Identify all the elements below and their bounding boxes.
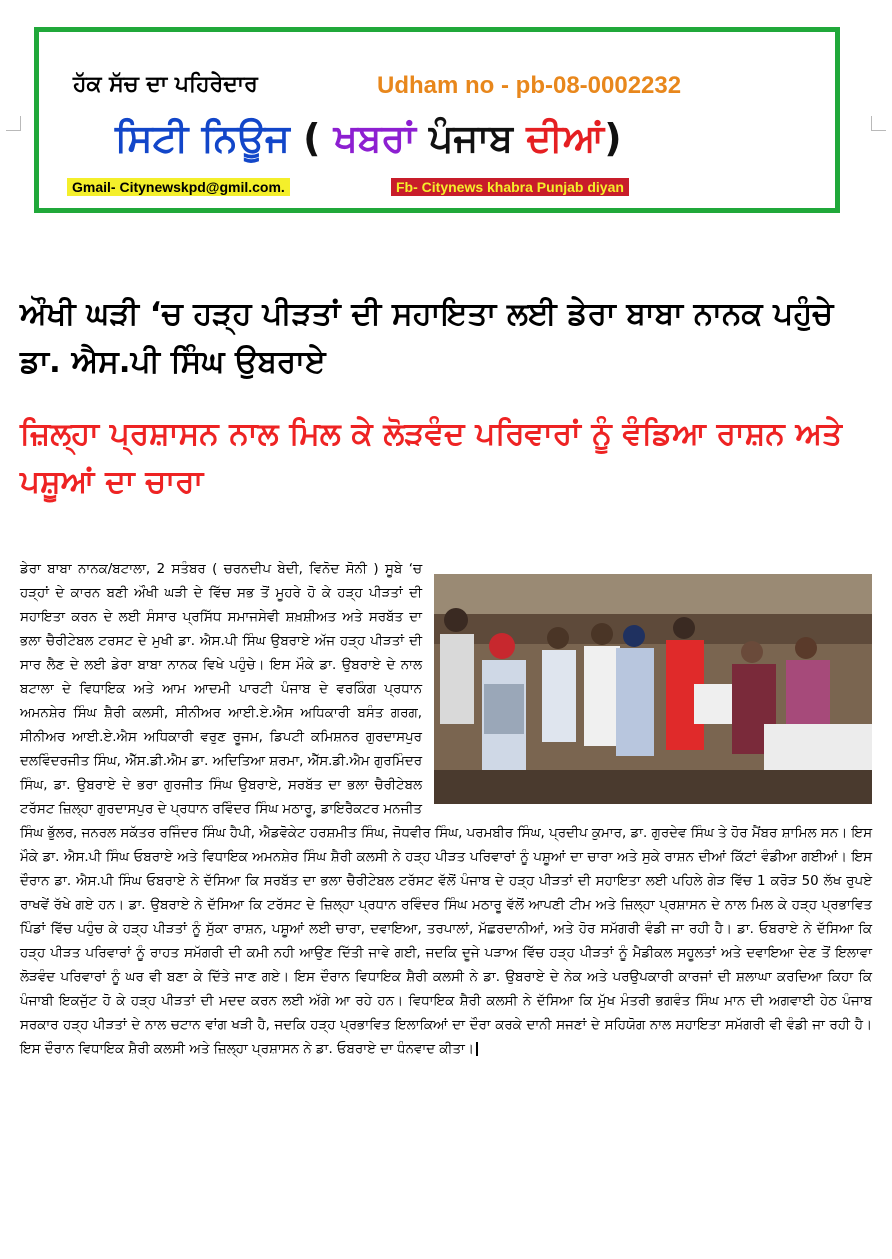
text-cursor bbox=[476, 1042, 478, 1056]
udham-registration: Udham no - pb-08-0002232 bbox=[377, 72, 682, 99]
crop-mark-left bbox=[6, 116, 21, 131]
gmail-contact: Gmail- Citynewskpd@gmil.com. bbox=[67, 178, 290, 196]
facebook-contact: Fb- Citynews khabra Punjab diyan bbox=[391, 178, 629, 196]
crop-mark-right bbox=[871, 116, 886, 131]
masthead bbox=[34, 27, 840, 213]
news-photo bbox=[434, 574, 872, 804]
article-body-text: ਡੇਰਾ ਬਾਬਾ ਨਾਨਕ/ਬਟਾਲਾ, 2 ਸਤੰਬਰ ( ਚਰਨਦੀਪ ਬੇਦੀ, ਵਿਨੋਦ ਸੋਨੀ ) ਸੂਬੇ ‘ਚ ਹੜ੍ਹਾਂ ਦੇ ਕਾਰਨ ਬਣੀ ਔਖੀ ਘੜੀ ਦੇ ਵਿੱਚ ਸਭ ਤੋਂ ਮੂਹਰੇ ਹੋ ਕੇ ਹੜ੍ਹ ਪੀੜਤਾਂ ਦੀ ਸਹਾਇਤਾ ਕਰਨ ਦੇ ਲਈ ਸੰਸਾਰ ਪ੍ਰਸਿੱਧ ਸਮਾਜਸੇਵੀ ਸ਼ਖ਼ਸ਼ੀਅਤ ਅਤੇ ਸਰਬੱਤ ਦਾ ਭਲਾ ਚੈਰੀਟੇਬਲ ਟਰਸਟ ਦੇ ਮੁਖੀ ਡਾ. ਐਸ.ਪੀ ਸਿੰਘ ਉਬਰਾਏ ਅੱਜ ਹੜ੍ਹ ਪੀੜਤਾਂ ਦੀ ਸਾਰ ਲੈਣ ਦੇ ਲਈ ਡੇਰਾ ਬਾਬਾ ਨਾਨਕ ਵਿਖੇ ਪਹੁੰਚੇ। ਇਸ ਮੌਕੇ ਡਾ. ਉਬਰਾਏ ਦੇ ਨਾਲ ਬਟਾਲਾ ਦੇ ਵਿਧਾਇਕ ਅਤੇ ਆਮ ਆਦਮੀ ਪਾਰਟੀ ਪੰਜਾਬ ਦੇ ਵਰਕਿੰਗ ਪ੍ਰਧਾਨ ਅਮਨਸ਼ੇਰ ਸਿੰਘ ਸ਼ੈਰੀ ਕਲਸੀ, ਸੀਨੀਅਰ ਆਈ.ਏ.ਐਸ ਅਧਿਕਾਰੀ ਬਸੰਤ ਗਰਗ, ਸੀਨੀਅਰ ਆਈ.ਏ.ਐਸ ਅਧਿਕਾਰੀ ਵਰੁਣ ਰੂਜਮ, ਡਿਪਟੀ ਕਮਿਸ਼ਨਰ ਗੁਰਦਾਸਪੁਰ ਦਲਵਿੰਦਰਜੀਤ ਸਿੰਘ, ਐੱਸ.ਡੀ.ਐਮ ਡਾ. ਅਦਿਤਿਆ ਸ਼ਰਮਾ, ਐੱਸ.ਡੀ.ਐਮ ਗੁਰਮਿੰਦਰ ਸਿੰਘ, ਡਾ. ਉਬਰਾਏ ਦੇ ਭਰਾ ਗੁਰਜੀਤ ਸਿੰਘ ਉਬਰਾਏ, ਸਰਬੱਤ ਦਾ ਭਲਾ ਚੈਰੀਟੇਬਲ ਟਰੱਸਟ ਜ਼ਿਲ੍ਹਾ ਗੁਰਦਾਸਪੁਰ ਦੇ ਪ੍ਰਧਾਨ ਰਵਿੰਦਰ ਸਿੰਘ ਮਠਾਰੂ, ਡਾਇਰੈਕਟਰ ਮਨਜੀਤ ਸਿੰਘ ਭੁੱਲਰ, ਜਨਰਲ ਸਕੱਤਰ ਰਜਿੰਦਰ ਸਿੰਘ ਹੈਪੀ, ਐਡਵੋਕੇਟ ਹਰਸ਼ਮੀਤ ਸਿੰਘ, ਜੋਧਵੀਰ ਸਿੰਘ, ਪਰਮਬੀਰ ਸਿੰਘ, ਪ੍ਰਦੀਪ ਕੁਮਾਰ, ਡਾ. ਗੁਰਦੇਵ ਸਿੰਘ ਤੇ ਹੋਰ ਮੈਂਬਰ ਸ਼ਾਮਿਲ ਸਨ। ਇਸ ਮੌਕੇ ਡਾ. ਐਸ.ਪੀ ਸਿੰਘ ਓਬਰਾਏ ਅਤੇ ਵਿਧਾਇਕ ਅਮਨਸ਼ੇਰ ਸਿੰਘ ਸ਼ੈਰੀ ਕਲਸੀ ਨੇ ਹੜ੍ਹ ਪੀੜਤ ਪਰਿਵਾਰਾਂ ਨੂੰ ਪਸ਼ੂਆਂ ਦਾ ਚਾਰਾ ਅਤੇ ਸੁਕੇ ਰਾਸ਼ਨ ਦੀਆਂ ਕਿੱਟਾਂ ਵੰਡੀਆ ਗਈਆਂ। ਇਸ ਦੌਰਾਨ ਡਾ. ਐਸ.ਪੀ ਸਿੰਘ ਓਬਰਾਏ ਨੇ ਦੱਸਿਆ ਕਿ ਸਰਬੱਤ ਦਾ ਭਲਾ ਚੈਰੀਟੇਬਲ ਟਰੱਸਟ ਵੱਲੋਂ ਪੰਜਾਬ ਦੇ ਹੜ੍ਹ ਪੀੜਤਾਂ ਦੀ ਸਹਾਇਤਾ ਲਈ ਪਹਿਲੇ ਗੇੜ ਵਿੱਚ 1 ਕਰੋੜ 50 ਲੱਖ ਰੁਪਏ ਰਾਖਵੇਂ ਰੱਖੇ ਗਏ ਹਨ। ਡਾ. ਉਬਰਾਏ ਨੇ ਦੱਸਿਆ ਕਿ ਟਰੱਸਟ ਦੇ ਜ਼ਿਲ੍ਹਾ ਪ੍ਰਧਾਨ ਰਵਿੰਦਰ ਸਿੰਘ ਮਠਾਰੂ ਵੱਲੋਂ ਆਪਣੀ ਟੀਮ ਅਤੇ ਜ਼ਿਲ੍ਹਾ ਪ੍ਰਸ਼ਾਸਨ ਦੇ ਨਾਲ ਮਿਲ ਕੇ ਹੜ੍ਹ ਪ੍ਰਭਾਵਿਤ ਪਿੰਡਾਂ ਵਿੱਚ ਪਹੁੰਚ ਕੇ ਹੜ੍ਹ ਪੀੜਤਾਂ ਨੂੰ ਸੁੱਕਾ ਰਾਸ਼ਨ, ਪਸ਼ੂਆਂ ਲਈ ਚਾਰਾ, ਦਵਾਇਆ, ਤਰਪਾਲਾਂ, ਮੱਛਰਦਾਨੀਆਂ, ਅਤੇ ਹੋਰ ਸਮੱਗਰੀ ਵੰਡੀ ਜਾ ਰਹੀ ਹੈ। ਡਾ. ਓਬਰਾਏ ਨੇ ਦੱਸਿਆ ਕਿ ਹੜ੍ਹ ਪੀੜਤ ਪਰਿਵਾਰਾਂ ਨੂੰ ਰਾਹਤ ਸਮੱਗਰੀ ਦੀ ਕਮੀ ਨਹੀ ਆਉਣ ਦਿੱਤੀ ਜਾਵੇ ਗਈ, ਜਦਕਿ ਦੂਜੇ ਪੜਾਅ ਵਿੱਚ ਹੜ੍ਹ ਪੀੜਤਾਂ ਨੂੰ ਮੈਡੀਕਲ ਸਹੂਲਤਾਂ ਅਤੇ ਦਵਾਇਆ ਦੇਣ ਤੋਂ ਇਲਾਵਾ ਲੋੜਵੰਦ ਪਰਿਵਾਰਾਂ ਨੂੰ ਘਰ ਵੀ ਬਣਾ ਕੇ ਦਿੱਤੇ ਜਾਣ ਗਏ। ਇਸ ਦੌਰਾਨ ਵਿਧਾਇਕ ਸ਼ੈਰੀ ਕਲਸੀ ਨੇ ਡਾ. ਉਬਰਾਏ ਦੇ ਨੇਕ ਅਤੇ ਪਰਉਪਕਾਰੀ ਕਾਰਜਾਂ ਦੀ ਸ਼ਲਾਘਾ ਕਰਦਿਆ ਕਿਹਾ ਕਿ ਪੰਜਾਬੀ ਇਕਜੁੱਟ ਹੋ ਕੇ ਹੜ੍ਹ ਪੀੜਤਾਂ ਦੀ ਮਦਦ ਕਰਨ ਲਈ ਅੱਗੇ ਆ ਰਹੇ ਹਨ। ਵਿਧਾਇਕ ਸ਼ੈਰੀ ਕਲਸੀ ਨੇ ਦੱਸਿਆ ਕਿ ਮੁੱਖ ਮੰਤਰੀ ਭਗਵੰਤ ਸਿੰਘ ਮਾਨ ਦੀ ਅਗਵਾਈ ਹੇਠ ਪੰਜਾਬ ਸਰਕਾਰ ਹੜ੍ਹ ਪੀੜਤਾਂ ਦੇ ਨਾਲ ਚਟਾਨ ਵਾਂਗ ਖੜੀ ਹੈ, ਜਦਕਿ ਹੜ੍ਹ ਪ੍ਰਭਾਵਿਤ ਇਲਾਕਿਆਂ ਦਾ ਦੌਰਾ ਕਰਕੇ ਦਾਨੀ ਸਜਣਾਂ ਦੇ ਸਹਿਯੋਗ ਨਾਲ ਸਹਾਇਤਾ ਸਮੱਗਰੀ ਵੀ ਵੰਡੀ ਜਾ ਰਹੀ ਹੈ। ਇਸ ਦੌਰਾਨ ਵਿਧਾਇਕ ਸ਼ੈਰੀ ਕਲਸੀ ਅਤੇ ਜ਼ਿਲ੍ਹਾ ਪ੍ਰਸ਼ਾਸਨ ਨੇ ਡਾ. ਓਬਰਾਏ ਦਾ ਧੰਨਵਾਦ ਕੀਤਾ। bbox=[20, 562, 872, 1057]
masthead-tagline: ਹੱਕ ਸੱਚ ਦਾ ਪਹਿਰੇਦਾਰ bbox=[73, 72, 258, 97]
title-punjab: ਪੰਜਾਬ bbox=[415, 116, 527, 160]
title-diyan: ਦੀਆਂ bbox=[526, 116, 605, 160]
title-paren-open: ( bbox=[289, 116, 334, 160]
article-headline: ਔਖੀ ਘੜੀ ‘ਚ ਹੜ੍ਹ ਪੀੜਤਾਂ ਦੀ ਸਹਾਇਤਾ ਲਈ ਡੇਰਾ ਬਾਬਾ ਨਾਨਕ ਪਹੁੰਚੇ ਡਾ. ਐਸ.ਪੀ ਸਿੰਘ ਉਬਰਾਏ bbox=[20, 296, 834, 380]
title-paren-close: ) bbox=[604, 116, 622, 160]
title-city-news: ਸਿਟੀ ਨਿਊਜ bbox=[115, 116, 290, 160]
news-photo-illustration bbox=[434, 574, 872, 804]
newspaper-title bbox=[115, 116, 622, 161]
title-khabran: ਖਬਰਾਂ bbox=[333, 116, 416, 160]
article-subheadline: ਜ਼ਿਲ੍ਹਾ ਪ੍ਰਸ਼ਾਸਨ ਨਾਲ ਮਿਲ ਕੇ ਲੋੜਵੰਦ ਪਰਿਵਾਰਾਂ ਨੂੰ ਵੰਡਿਆ ਰਾਸ਼ਨ ਅਤੇ ਪਸ਼ੂਆਂ ਦਾ ਚਾਰਾ bbox=[20, 416, 843, 500]
article-body bbox=[20, 558, 872, 1062]
